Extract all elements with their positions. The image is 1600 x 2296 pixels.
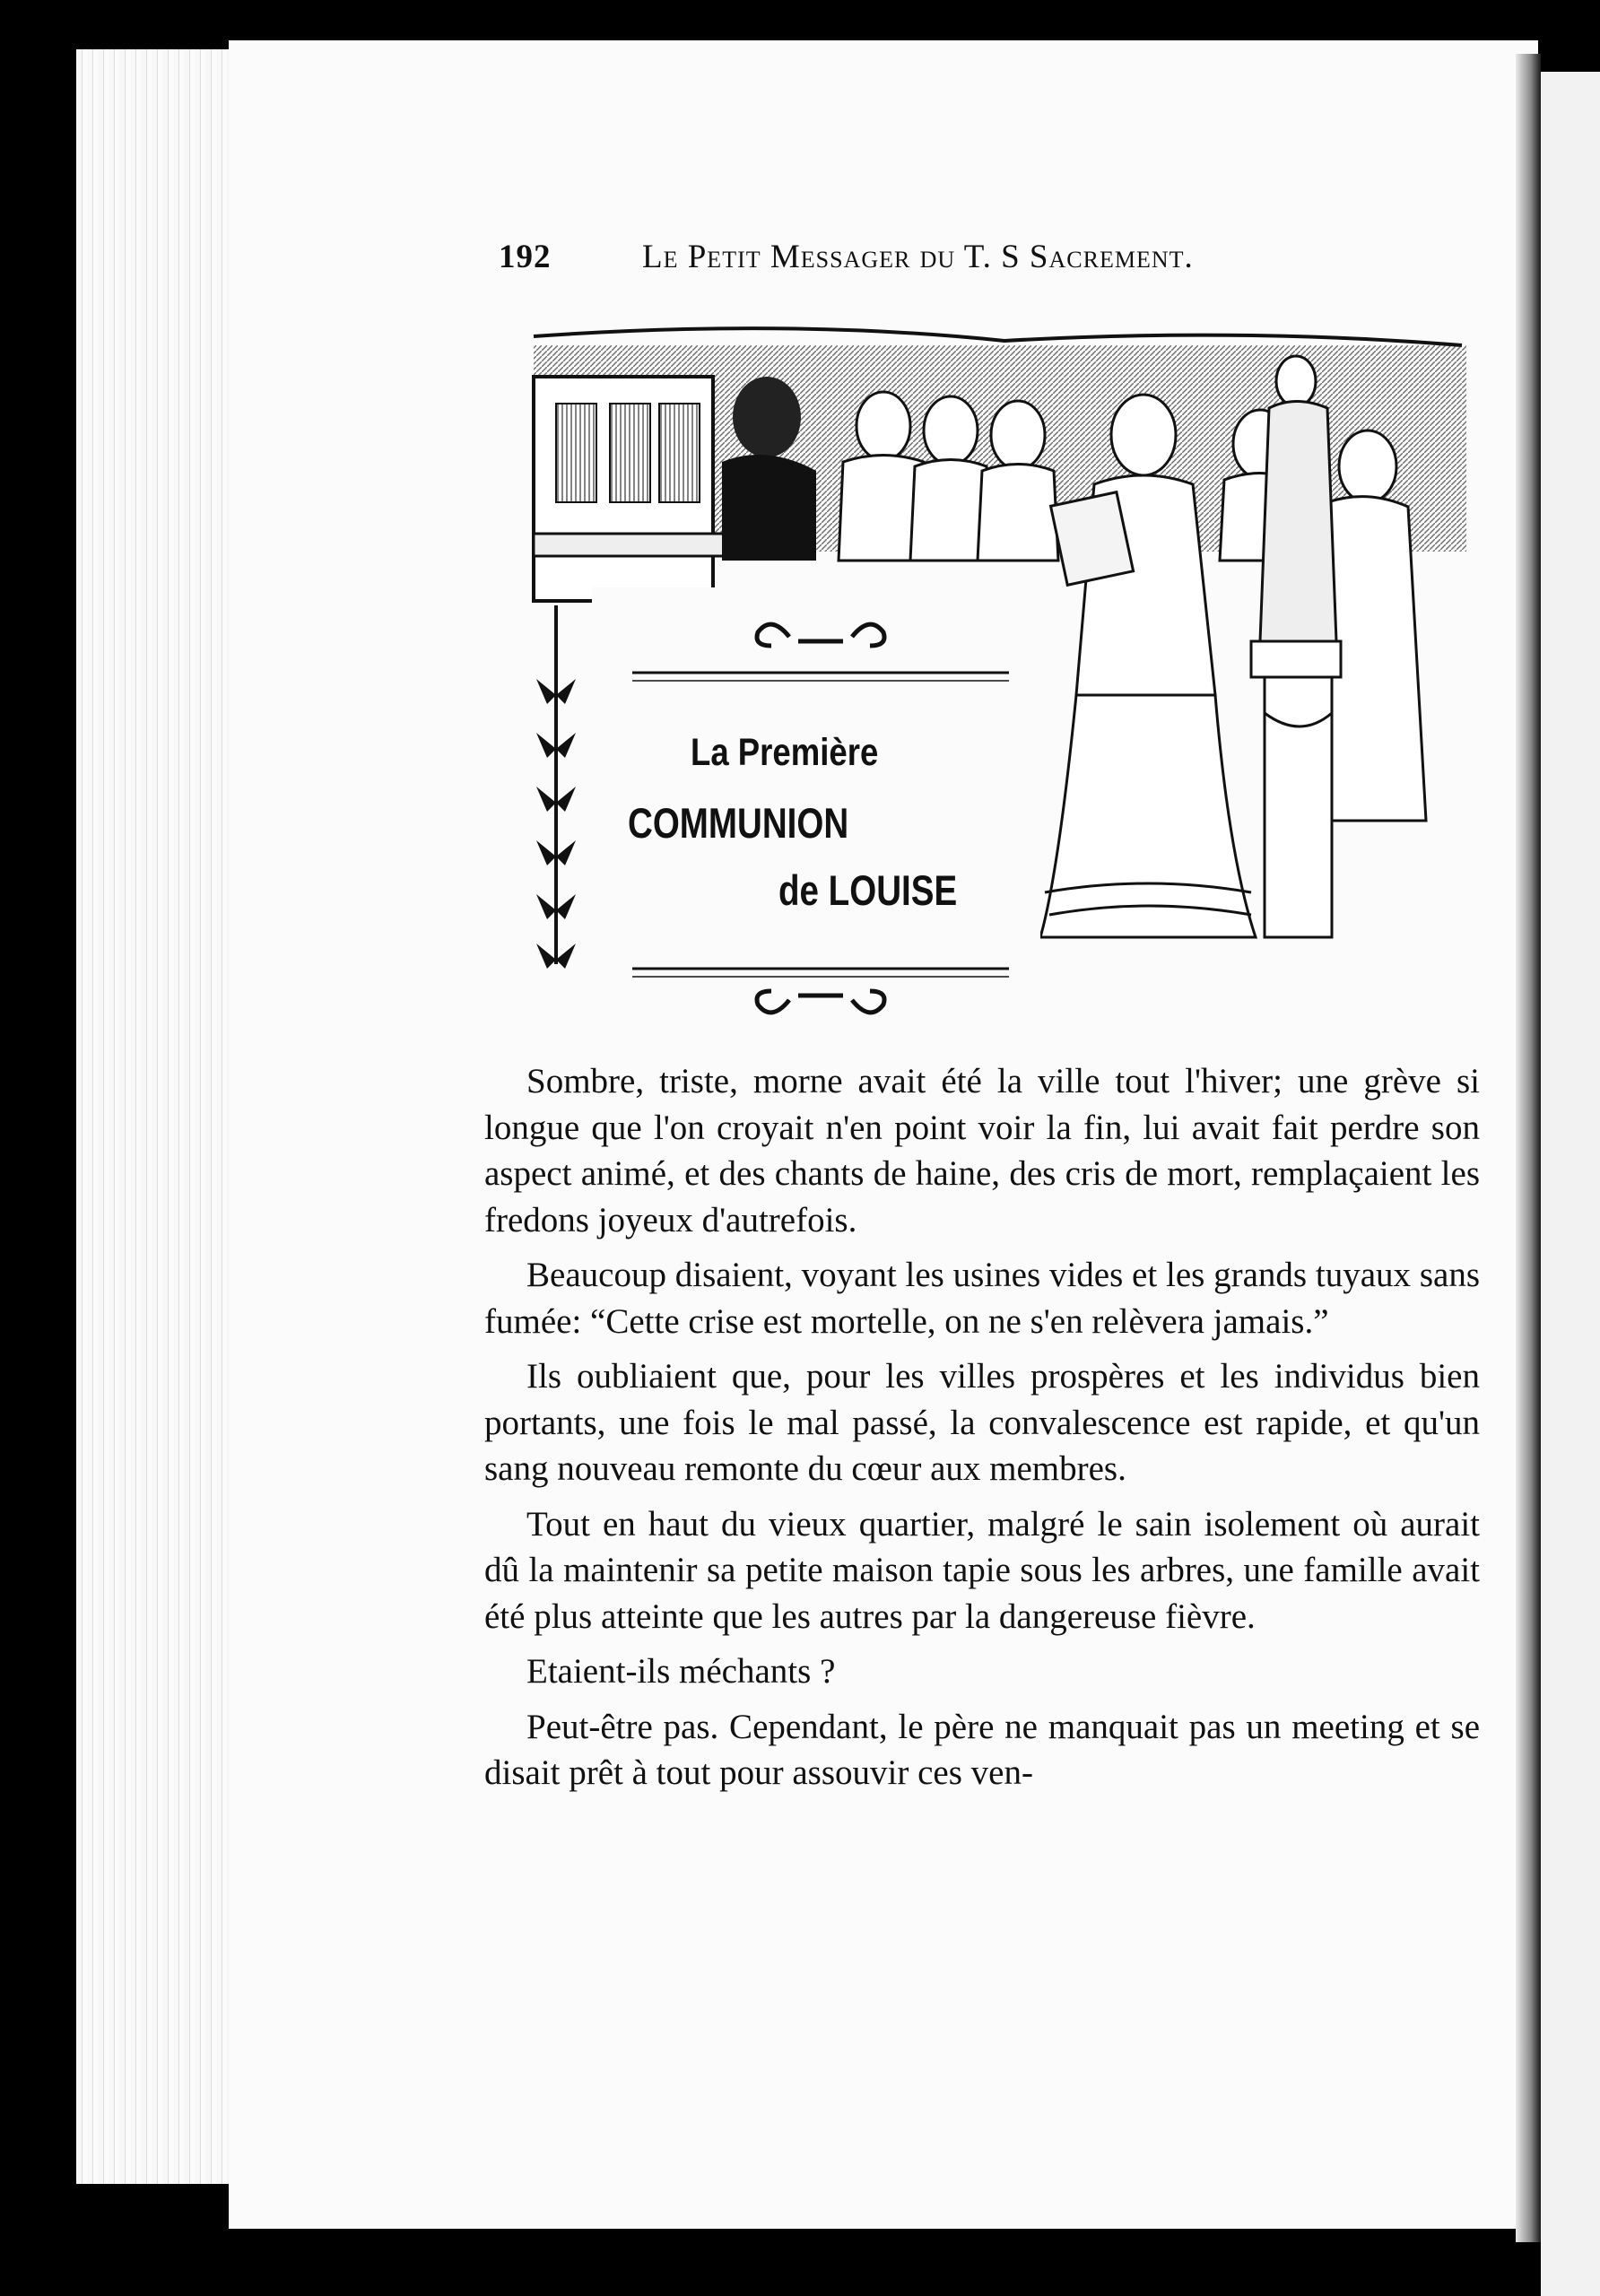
paragraph-6: Peut-être pas. Cependant, le père ne manquait pas un meeting et se disait prêt à tout pour assouvir ces ven- [484,1707,1480,1792]
frame-top-vine [534,328,1462,345]
engraving-illustration [520,318,1480,1027]
paragraph-2: Beaucoup disaient, voyant les usines vides et les grands tuyaux sans fumée: “Cette crise est mortelle, on ne s'en relèvera jamais.” [484,1256,1480,1341]
page-number: 192 [499,239,552,275]
title-line-1: La Première [691,731,879,774]
title-line-3: de LOUISE [778,866,958,914]
paragraph-5: Etaient-ils méchants ? [526,1652,836,1691]
paragraph-4: Tout en haut du vieux quartier, malgré le sain isolement où aurait dû la maintenir sa petite maison tapie sous les arbres, une famille avait été plus atteinte que les autres par la dangereuse fièvre. [484,1504,1480,1636]
choir-engraving [520,318,1480,1027]
running-head [499,238,1360,283]
paragraph-3: Ils oubliaient que, pour les villes prospères et les individus bien portants, une fois le mal passé, la convalescence est rapide, et qu'un sang nouveau remonte du cœur aux membres. [484,1357,1480,1488]
facing-page-edge [1541,72,1600,2296]
body-text [484,1058,1480,1805]
title-line-2: COMMUNION [628,799,849,847]
book-gutter [1516,54,1541,2242]
organist [733,377,801,457]
journal-title: Le Petit Messager du T. S Sacrement. [642,239,1194,275]
paragraph-1: Sombre, triste, morne avait été la ville tout l'hiver; une grève si longue que l'on croyait n'en point voir la fin, lui avait fait perdre son aspect animé, et des chants de haine, des cris de mort, remplaçaient les fredons joyeux d'autrefois. [484,1062,1480,1239]
